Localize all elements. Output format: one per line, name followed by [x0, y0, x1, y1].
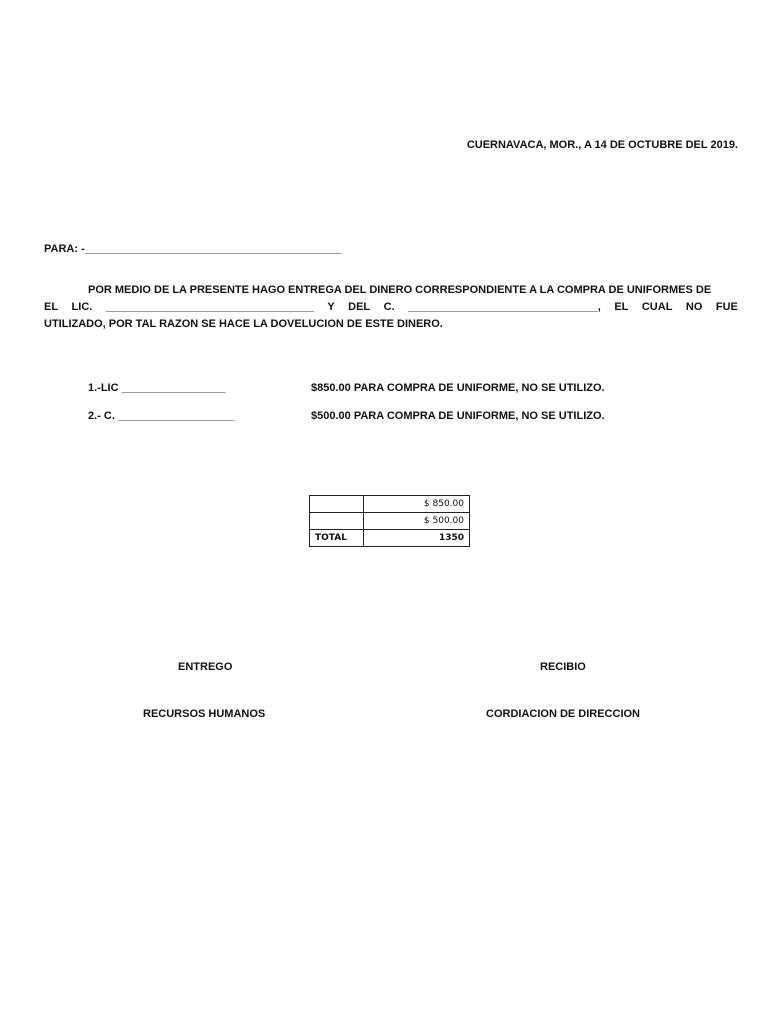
table-cell-label: [310, 496, 364, 513]
signature-right-title: RECIBIO: [540, 661, 586, 673]
total-amount: 1350: [364, 530, 470, 547]
body-paragraph: [44, 282, 738, 333]
item-1-label: 1.-LIC _________________: [88, 382, 226, 394]
body-line-2: EL LIC. __________________________________ Y DEL C. _______________________________, EL CUAL NO FUE: [44, 301, 738, 313]
signature-left-title: ENTREGO: [178, 661, 233, 673]
item-2-description: $500.00 PARA COMPRA DE UNIFORME, NO SE UTILIZO.: [311, 410, 605, 422]
table-cell-amount: $ 500.00: [364, 513, 470, 530]
body-line-3: UTILIZADO, POR TAL RAZON SE HACE LA DOVELUCION DE ESTE DINERO.: [44, 318, 443, 330]
date-line: CUERNAVACA, MOR., A 14 DE OCTUBRE DEL 2019.: [466, 139, 738, 151]
table-cell-amount: $ 850.00: [364, 496, 470, 513]
totals-table: [309, 495, 470, 547]
total-label: TOTAL: [310, 530, 364, 547]
table-cell-label: [310, 513, 364, 530]
item-2-label: 2.- C. ___________________: [88, 410, 235, 422]
table-row: [310, 496, 470, 513]
item-1-description: $850.00 PARA COMPRA DE UNIFORME, NO SE UTILIZO.: [311, 382, 605, 394]
signature-right-department: CORDIACION DE DIRECCION: [486, 708, 641, 720]
signature-left-department: RECURSOS HUMANOS: [143, 708, 266, 720]
recipient-line: PARA: -__________________________________________: [44, 243, 342, 255]
table-row: [310, 513, 470, 530]
body-line-1: POR MEDIO DE LA PRESENTE HAGO ENTREGA DEL DINERO CORRESPONDIENTE A LA COMPRA DE UNIFORMES DE: [88, 284, 712, 296]
table-row-total: [310, 530, 470, 547]
